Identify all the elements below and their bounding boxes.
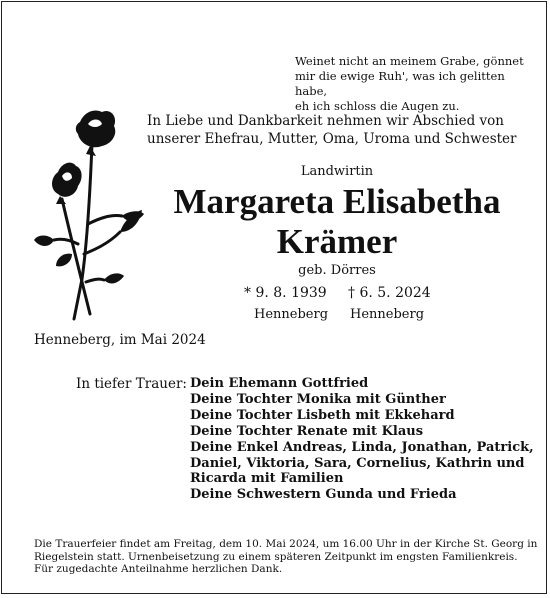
birth-date: * 9. 8. 1939	[244, 285, 327, 301]
mourner-line: Dein Ehemann Gottfried	[190, 376, 369, 391]
footer-line: Für zugedachte Anteilnahme herzlichen Dank.	[34, 563, 283, 575]
surname: Krämer	[276, 222, 398, 261]
occupation: Landwirtin	[300, 164, 374, 179]
mourner-line: Ricarda mit Familien	[190, 471, 344, 487]
mourners-list	[190, 376, 534, 503]
footer-text	[34, 538, 539, 576]
first-names: Margareta Elisabetha	[173, 182, 501, 221]
footer-line: Die Trauerfeier findet am Freitag, dem 10. Mai 2024, um 16.00 Uhr in der Kirche St. Georg in	[34, 538, 538, 550]
footer-line: Riegelstein statt. Urnenbeisetzung zu einem späteren Zeitpunkt im engsten Familienkreis.	[34, 550, 518, 563]
mourner-line: Deine Tochter Monika mit Günther	[190, 391, 446, 407]
death-place: Henneberg	[350, 307, 425, 322]
mourning-label: In tiefer Trauer:	[76, 376, 187, 392]
location-date: Henneberg, im Mai 2024	[34, 332, 206, 348]
deceased-name	[152, 182, 522, 262]
mourner-line: Deine Tochter Lisbeth mit Ekkehard	[190, 407, 455, 423]
rose-icon	[32, 104, 147, 322]
poem-line: eh ich schloss die Augen zu.	[295, 99, 460, 113]
poem	[295, 54, 535, 114]
intro-line: unserer Ehefrau, Mutter, Oma, Uroma und Schwester	[147, 131, 517, 147]
poem-line: Weinet nicht an meinem Grabe, gönnet	[295, 54, 524, 68]
obituary-notice	[1, 1, 547, 594]
death-date: † 6. 5. 2024	[348, 285, 431, 301]
intro-line: In Liebe und Dankbarkeit nehmen wir Abschied von	[147, 113, 504, 129]
mourner-line: Deine Enkel Andreas, Linda, Jonathan, Patrick,	[190, 439, 534, 455]
birth-name: geb. Dörres	[298, 263, 376, 278]
intro-text	[147, 112, 542, 148]
birth-place: Henneberg	[254, 307, 329, 322]
mourner-line: Daniel, Viktoria, Sara, Cornelius, Kathrin und	[190, 455, 525, 471]
poem-line: mir die ewige Ruh', was ich gelitten habe,	[295, 69, 505, 98]
mourner-line: Deine Schwestern Gunda und Frieda	[190, 487, 457, 503]
mourner-line: Deine Tochter Renate mit Klaus	[190, 423, 424, 439]
